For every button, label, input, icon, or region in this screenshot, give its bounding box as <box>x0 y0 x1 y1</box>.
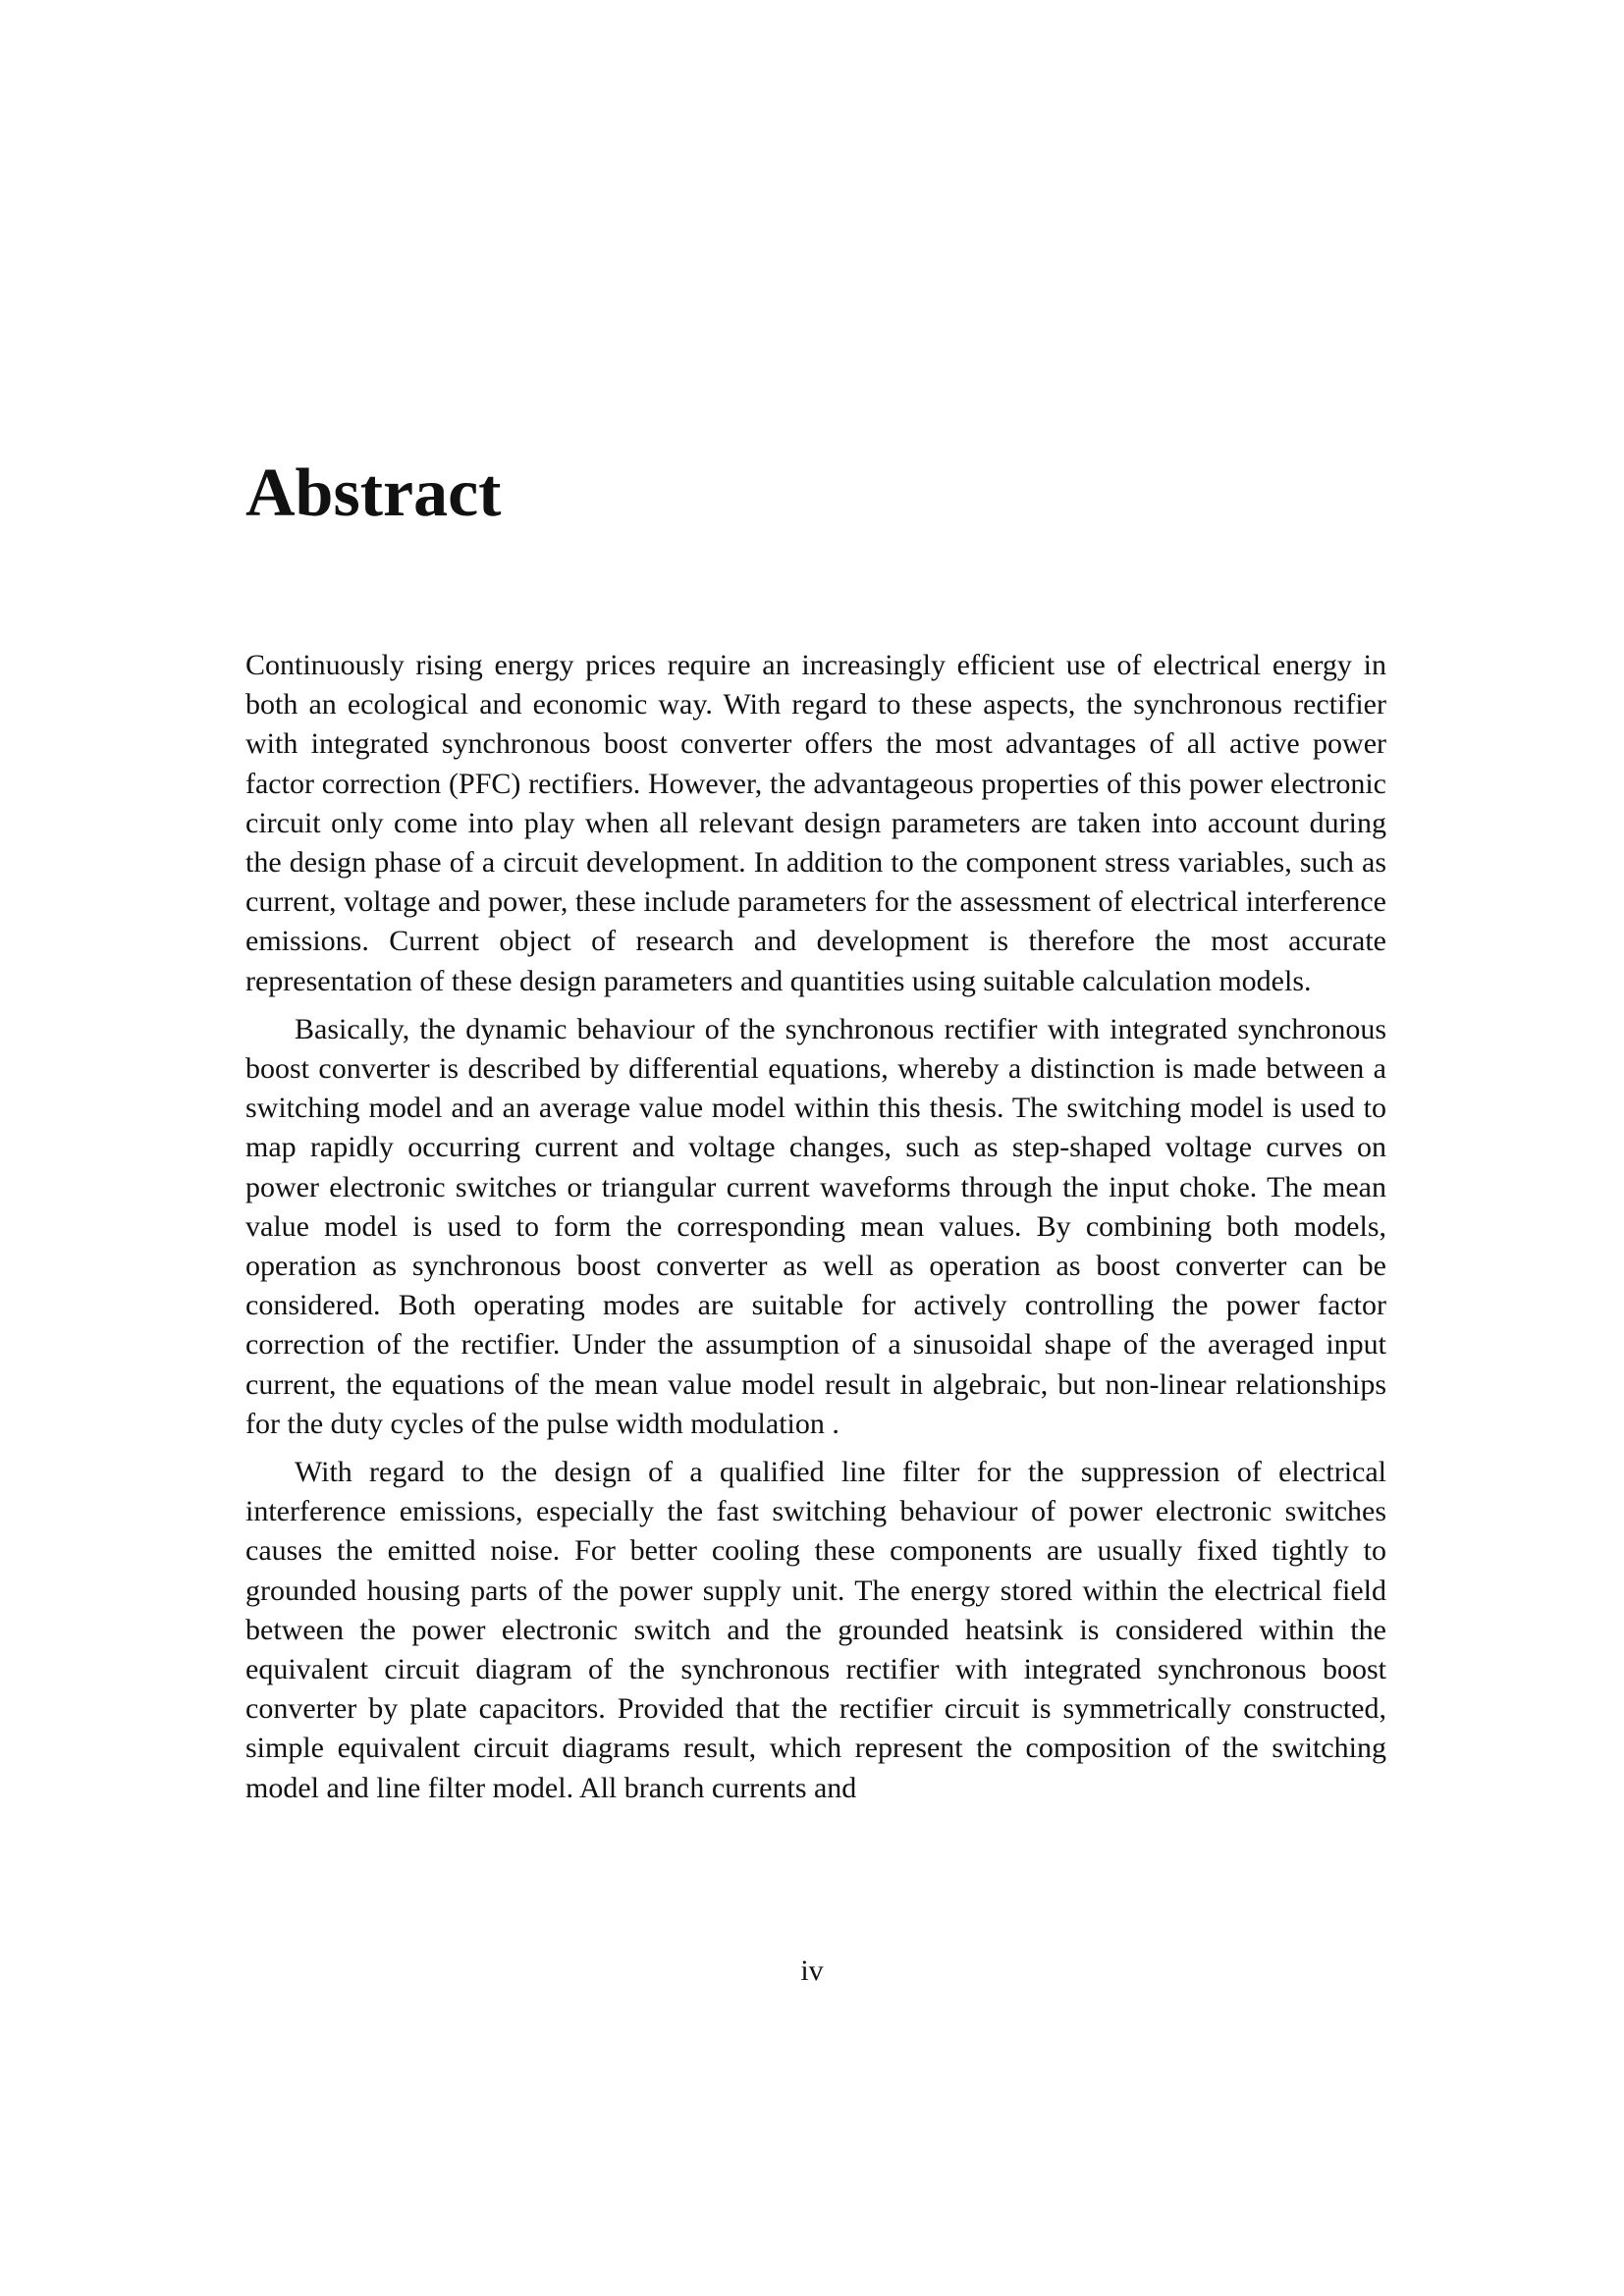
abstract-paragraph-3: With regard to the design of a qualified line filter for the suppression of electrical interference emissions, especially the fast switching behaviour of power electronic switches causes the emitted noise. For better cooling these components are usually fixed tightly to grounded housing parts of the power supply unit. The energy stored within the electrical field between the power electronic switch and the grounded heatsink is considered within the equivalent circuit diagram of the synchronous rectifier with integrated synchronous boost converter by plate capacitors. Provided that the rectifier circuit is symmetrically constructed, simple equivalent circuit diagrams result, which represent the composition of the switching model and line filter model. All branch currents and <box>245 1456 1386 1804</box>
page-number: iv <box>800 1954 824 1987</box>
abstract-paragraph-2: Basically, the dynamic behaviour of the synchronous rectifier with integrated synchronous boost converter is described by differential equations, whereby a distinction is made between a switching model and an average value model within this thesis. The switching model is used to map rapidly occurring current and voltage changes, such as step-shaped voltage curves on power electronic switches or triangular current waveforms through the input choke. The mean value model is used to form the corresponding mean values. By combining both models, operation as synchronous boost converter as well as operation as boost converter can be considered. Both operating modes are suitable for actively controlling the power factor correction of the rectifier. Under the assumption of a sinusoidal shape of the averaged input current, the equations of the mean value model result in algebraic, but non-linear relationships for the duty cycles of the pulse width modulation . <box>245 1012 1386 1440</box>
chapter-title: Abstract <box>245 455 502 531</box>
abstract-paragraph-1: Continuously rising energy prices require an increasingly efficient use of electrical energy in both an ecological and economic way. With regard to these aspects, the synchronous rectifier with integrated synchronous boost converter offers the most advantages of all active power factor correction (PFC) rectifiers. However, the advantageous properties of this power electronic circuit only come into play when all relevant design parameters are taken into account during the design phase of a circuit development. In addition to the component stress variables, such as current, voltage and power, these include parameters for the assessment of electrical interference emissions. Current object of research and development is therefore the most accurate representation of these design parameters and quantities using suitable calculation models. <box>245 649 1386 997</box>
abstract-body <box>245 646 1386 1817</box>
